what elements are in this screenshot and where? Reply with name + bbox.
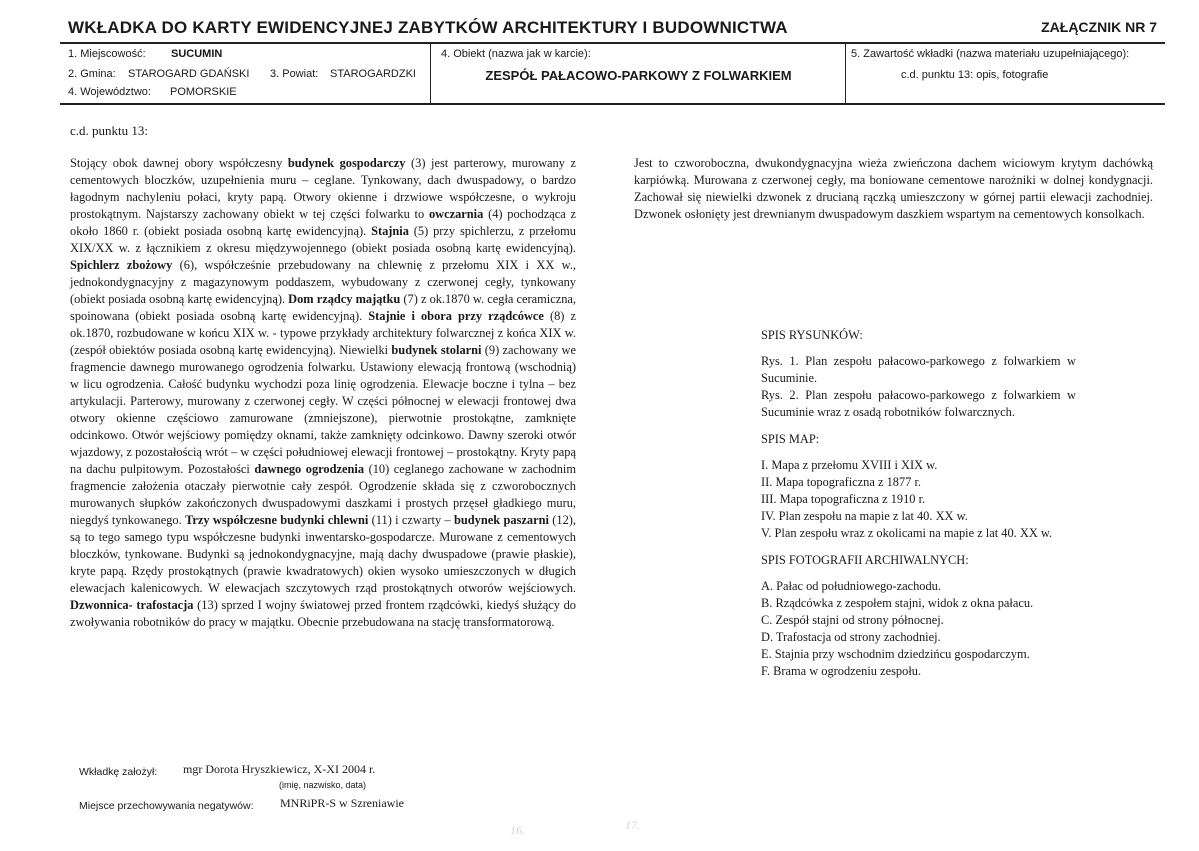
bold-term: Stajnie i obora przy rządcówce [368,309,544,323]
list-item: II. Mapa topograficzna z 1877 r. [761,475,921,489]
gmina-value: STAROGARD GDAŃSKI [128,68,250,80]
list-item: C. Zespół stajni od strony północnej. [761,613,944,627]
text-run: (3) jest parterowy, murowany z cementowych bloczków, uzupełnienia muru – ceglane. Tynkowany, dach dwuspadowy, o bardzo łagodnym nachyleniu połaci, kryty papą. Otwory okienne i drzwiowe współczesne, o wykroju prostokątnym. Najstarszy zachowany obiekt w tej części folwarku to [70,156,576,221]
gmina-label: 2. Gmina: [68,68,116,80]
text-run: (9) zachowany we fragmencie dawnego murowanego ogrodzenia folwarku. Ustawiony elewacją frontową (wschodnią) w licu ogrodzenia. Całość budynku wychodzi poza linię ogrodzenia. Elewacje boczne i tylna – bez artykulacji. Parterowy, murowany z czerwonej cegły. W części północnej w elewacji frontowej dwa otwory okienne częściowo zamurowane (zmniejszone), pierwotnie prostokątne, zamknięte odcinkowo. Otwór wejściowy pomiędzy oknami, także zamknięty odcinkowo. Dawny szeroki otwór wjazdowy, z pozostałością wrót – w części południowej elewacji frontowej – prostokątny. Kryty papą na dachu pulpitowym. Pozostałości [70,343,577,476]
document-title: WKŁADKA DO KARTY EWIDENCYJNEJ ZABYTKÓW ARCHITEKTURY I BUDOWNICTWA [68,18,788,37]
author-value: mgr Dorota Hryszkiewicz, X-XI 2004 r. [183,762,376,776]
storage-value: MNRiPR-S w Szreniawie [280,796,404,810]
miejscowosc-label: 1. Miejscowość: [68,48,146,60]
text-run: (8) z ok.1870, rozbudowane w końcu XIX w. - typowe przykłady architektury folwarcznej z końca XIX w. (zespół obiektów posiada osobną kartę ewidencyjną). Niewielki [70,309,576,357]
drawings-list [761,353,1076,421]
location-cell [60,44,430,103]
description-left-column [70,155,576,631]
list-item: D. Trafostacja od strony zachodniej. [761,630,941,644]
annex-number: ZAŁĄCZNIK NR 7 [1041,19,1157,35]
document-header [60,8,1165,42]
miejscowosc-value: SUCUMIN [171,48,223,60]
photos-section [761,552,1076,680]
maps-section [761,431,1076,542]
author-label: Wkładkę założył: [79,766,158,778]
text-run: (5) przy spichlerzu, z przełomu XIX/XX w. z łącznikiem z okresu międzywojennego (obiekt posiada osobną kartę ewidencyjną). [70,224,576,255]
page-number-stamp: 17. [625,818,640,832]
text-run: (13) sprzed I wojny światowej przed frontem rządcówki, kiedyś służący do zwoływania robotników do pracy w majątku. Obecnie przebudowana na stację transformatorową. [70,598,577,629]
text-run: (12), są to tego samego typu współczesne budynki inwentarsko-gospodarcze. Murowane z cementowych bloczków, tynkowane. Budynki są jednokondygnacyjne, mają dachy dwuspadowe (prawie płaskie), kryte papą. Rzędy prostokątnych (prawie kwadratowych) okien wysoko umieszczonych w długich elewacjach kalenicowych. W elewacjach szczytowych rząd prostokątnych otworów wejściowych. [70,513,576,595]
description-right-column [634,155,1153,223]
document-footer [79,762,639,814]
list-item: Rys. 2. Plan zespołu pałacowo-parkowego z folwarkiem w Sucuminie wraz z osadą robotników folwarcznych. [761,388,1076,419]
section-heading: c.d. punktu 13: [70,123,148,138]
obiekt-label: 4. Obiekt (nazwa jak w karcie): [441,48,591,60]
maps-title: SPIS MAP: [761,432,820,446]
bold-term: dawnego ogrodzenia [254,462,365,476]
zawartosc-value: c.d. punktu 13: opis, fotografie [901,69,1049,81]
bold-term: owczarnia [428,207,484,221]
obiekt-value: ZESPÓŁ PAŁACOWO-PARKOWY Z FOLWARKIEM [485,68,792,83]
powiat-value: STAROGARDZKI [330,68,416,80]
list-item: Rys. 1. Plan zespołu pałacowo-parkowego z folwarkiem w Sucuminie. [761,354,1076,385]
text-run: (11) i czwarty – [368,513,454,527]
list-item: III. Mapa topograficzna z 1910 r. [761,492,926,506]
text-run: (7) z ok.1870 w. cegła ceramiczna, spoinowana (obiekt posiada osobną kartę ewidencyjną). [70,292,577,323]
author-hint: (imię, nazwisko, data) [279,780,367,790]
content-cell [845,44,1165,103]
list-item: B. Rządcówka z zespołem stajni, widok z okna pałacu. [761,596,1034,610]
bold-term: Dzwonnica- trafostacja [70,598,194,612]
bold-term: Dom rządcy majątku [288,292,401,306]
page-number-stamp: 16. [510,823,525,837]
bold-term: Trzy współczesne budynki chlewni [185,513,369,527]
wojewodztwo-value: POMORSKIE [170,86,237,98]
object-cell [430,44,846,103]
list-item: I. Mapa z przełomu XVIII i XIX w. [761,458,938,472]
bold-term: budynek paszarni [454,513,549,527]
author-row [79,762,639,790]
storage-label: Miejsce przechowywania negatywów: [79,800,254,812]
belfry-description: Jest to czworoboczna, dwukondygnacyjna wieża zwieńczona dachem wiciowym krytym dachówką karpiówką. Murowana z czerwonej cegły, ma boniowane cementowe narożniki w dolnej kondygnacji. Zachował się niewielki dzwonek z drucianą rączką umieszczony w górnej partii elewacji zachodniej. Dzwonek osłonięty jest drewnianym dwuspadowym daszkiem wspartym na cementowych konsolkach. [634,156,1153,221]
wojewodztwo-label: 4. Województwo: [68,86,151,98]
maps-list [761,457,1076,542]
zawartosc-label: 5. Zawartość wkładki (nazwa materiału uzupełniającego): [851,48,1130,60]
drawings-section [761,327,1076,421]
list-item: E. Stajnia przy wschodnim dziedzińcu gospodarczym. [761,647,1030,661]
text-run: Stojący obok dawnej obory współczesny [70,156,288,170]
text-run: (4) pochodząca z około 1860 r. (obiekt posiada osobną kartę ewidencyjną). [70,207,576,238]
photos-title: SPIS FOTOGRAFII ARCHIWALNYCH: [761,553,969,567]
drawings-title: SPIS RYSUNKÓW: [761,328,863,342]
description-paragraph [70,155,576,631]
list-item: A. Pałac od południowego-zachodu. [761,579,941,593]
bold-term: budynek gospodarczy [287,156,406,170]
list-item: V. Plan zespołu wraz z okolicami na mapie z lat 40. XX w. [761,526,1053,540]
text-run: (6), współcześnie przebudowany na chlewnię z przełomu XIX i XX w., jednokondygnacyjny z magazynowym poddaszem, wybudowany z czerwonej cegły, tynkowany (obiekt posiada osobną kartę ewidencyjną). [70,258,576,306]
bold-term: budynek stolarni [391,343,482,357]
bold-term: Stajnia [371,224,409,238]
powiat-label: 3. Powiat: [270,68,319,80]
list-item: F. Brama w ogrodzeniu zespołu. [761,664,922,678]
list-item: IV. Plan zespołu na mapie z lat 40. XX w. [761,509,968,523]
info-table [60,42,1165,105]
storage-row [79,796,639,814]
bold-term: Spichlerz zbożowy [70,258,173,272]
index-lists [761,327,1076,690]
text-run: (10) ceglanego zachowane w zachodnim fragmencie założenia otaczały pierwotnie cały zespół. Ogrodzenie składa się z czworobocznych murowanych słupków zakończonych dwuspadowymi daszkami i prostych przęseł gładkiego muru, niegdyś tynkowanego. [70,462,576,527]
photos-list [761,578,1076,680]
